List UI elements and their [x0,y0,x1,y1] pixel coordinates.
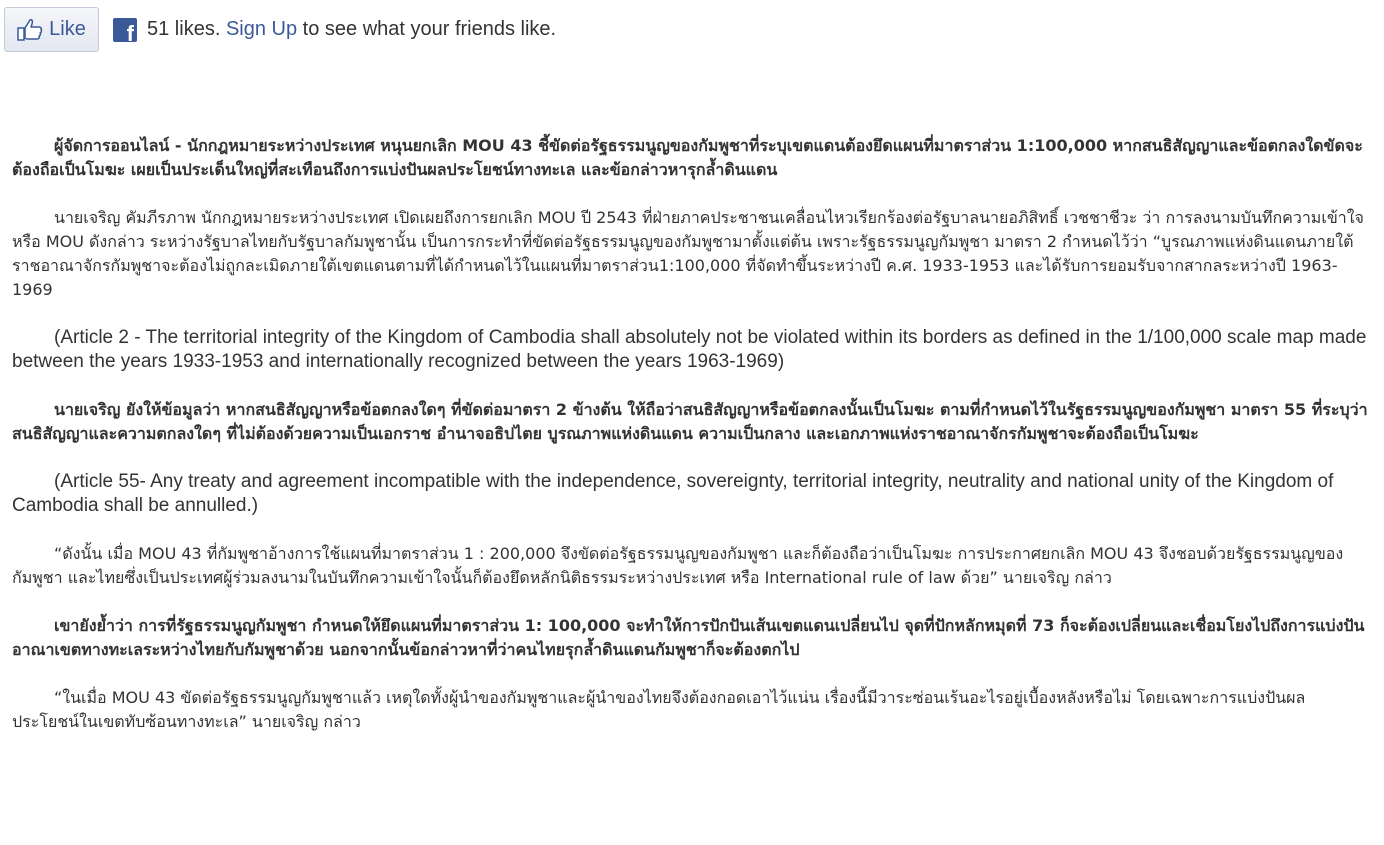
like-label: Like [49,18,86,40]
like-button[interactable] [4,7,99,52]
article-paragraph: นายเจริญ คัมภีรภาพ นักกฎหมายระหว่างประเทศ เปิดเผยถึงการยกเลิก MOU ปี 2543 ที่ฝ่ายภาคประชาชนเคลื่อนไหวเรียกร้องต่อรัฐบาลนายอภิสิทธิ์ เวชชาชีวะ ว่า การลงนามบันทึกความเข้าใจหรือ MOU ดังกล่าว ระหว่างรัฐบาลไทยกับรัฐบาลกัมพูชานั้น เป็นการกระทำที่ขัดต่อรัฐธรรมนูญของกัมพูชามาตั้งแต่ต้น เพราะรัฐธรรมนูญกัมพูชา มาตรา 2 กำหนดไว้ว่า “บูรณภาพแห่งดินแดนภายใต้ราชอาณาจักรกัมพูชาจะต้องไม่ถูกละเมิดภายใต้เขตแดนตามที่ได้กำหนดไว้ในแผนที่มาตราส่วน1:100,000 ที่จัดทำขึ้นระหว่างปี ค.ศ. 1933-1953 และได้รับการยอมรับจากสากลระหว่างปี 1963-1969 [12,208,1364,299]
like-count-text [147,18,556,41]
article-paragraph: เขายังย้ำว่า การที่รัฐธรรมนูญกัมพูชา กำหนดให้ยึดแผนที่มาตราส่วน 1: 100,000 จะทำให้การปักปันเส้นเขตแดนเปลี่ยนไป จุดที่ปักหลักหมุดที่ 73 ก็จะต้องเปลี่ยนและเชื่อมโยงไปถึงการแบ่งปันอาณาเขตทางทะเลระหว่างไทยกับกัมพูชาด้วย นอกจากนั้นข้อกล่าวหาที่ว่าคนไทยรุกล้ำดินแดนกัมพูชาก็จะต้องตกไป [12,616,1365,659]
article-quote: “ในเมื่อ MOU 43 ขัดต่อรัฐธรรมนูญกัมพูชาแล้ว เหตุใดทั้งผู้นำของกัมพูชาและผู้นำของไทยจึงต้องกอดเอาไว้แน่น เรื่องนี้มีวาระซ่อนเร้นอะไรอยู่เบื้องหลังหรือไม่ โดยเฉพาะการแบ่งปันผลประโยชน์ในเขตทับซ้อนทางทะเล” นายเจริญ กล่าว [12,688,1306,731]
article-paragraph-lead: ผู้จัดการออนไลน์ - นักกฎหมายระหว่างประเทศ หนุนยกเลิก MOU 43 ชี้ขัดต่อรัฐธรรมนูญของกัมพูชาที่ระบุเขตแดนต้องยึดแผนที่มาตราส่วน 1:100,000 หากสนธิสัญญาและข้อตกลงใดขัดจะต้องถือเป็นโมฆะ เผยเป็นประเด็นใหญ่ที่สะเทือนถึงการแบ่งปันผลประโยชน์ทางทะเล และข้อกล่าวหารุกล้ำดินแดน [12,136,1363,179]
article-quote-english: (Article 55- Any treaty and agreement incompatible with the independence, sovereignty, territorial integrity, neutrality and national unity of the Kingdom of Cambodia shall be annulled.) [12,471,1334,516]
thumbs-up-icon [17,18,43,42]
article-paragraph: นายเจริญ ยังให้ข้อมูลว่า หากสนธิสัญญาหรือข้อตกลงใดๆ ที่ขัดต่อมาตรา 2 ข้างต้น ให้ถือว่าสนธิสัญญาหรือข้อตกลงนั้นเป็นโมฆะ ตามที่กำหนดไว้ในรัฐธรรมนูญของกัมพูชา มาตรา 55 ที่ระบุว่า สนธิสัญญาและความตกลงใดๆ ที่ไม่ต้องด้วยความเป็นเอกราช อำนาจอธิปไตย บูรณภาพแห่งดินแดน ความเป็นกลาง และเอกภาพแห่งราชอาณาจักรกัมพูชาจะต้องถือเป็นโมฆะ [12,400,1368,443]
article-quote: “ดังนั้น เมื่อ MOU 43 ที่กัมพูชาอ้างการใช้แผนที่มาตราส่วน 1 : 200,000 จึงขัดต่อรัฐธรรมนูญของกัมพูชา และก็ต้องถือว่าเป็นโมฆะ การประกาศยกเลิก MOU 43 จึงชอบด้วยรัฐธรรมนูญของกัมพูชา และไทยซึ่งเป็นประเทศผู้ร่วมลงนามในบันทึกความเข้าใจนั้นก็ต้องยึดหลักนิติธรรมระหว่างประเทศ หรือ International rule of law ด้วย” นายเจริญ กล่าว [12,544,1344,587]
facebook-icon: f [113,18,137,42]
article-quote-english: (Article 2 - The territorial integrity of the Kingdom of Cambodia shall absolutely not be violated within its borders as defined in the 1/100,000 scale map made between the years 1933-1953 and internationally recognized between the years 1963-1969) [12,327,1367,372]
article-body [12,134,1372,758]
friends-text: to see what your friends like. [302,18,557,40]
likes-count: 51 likes. [147,18,221,40]
facebook-like-bar [4,6,556,53]
sign-up-link[interactable]: Sign Up [225,18,298,40]
